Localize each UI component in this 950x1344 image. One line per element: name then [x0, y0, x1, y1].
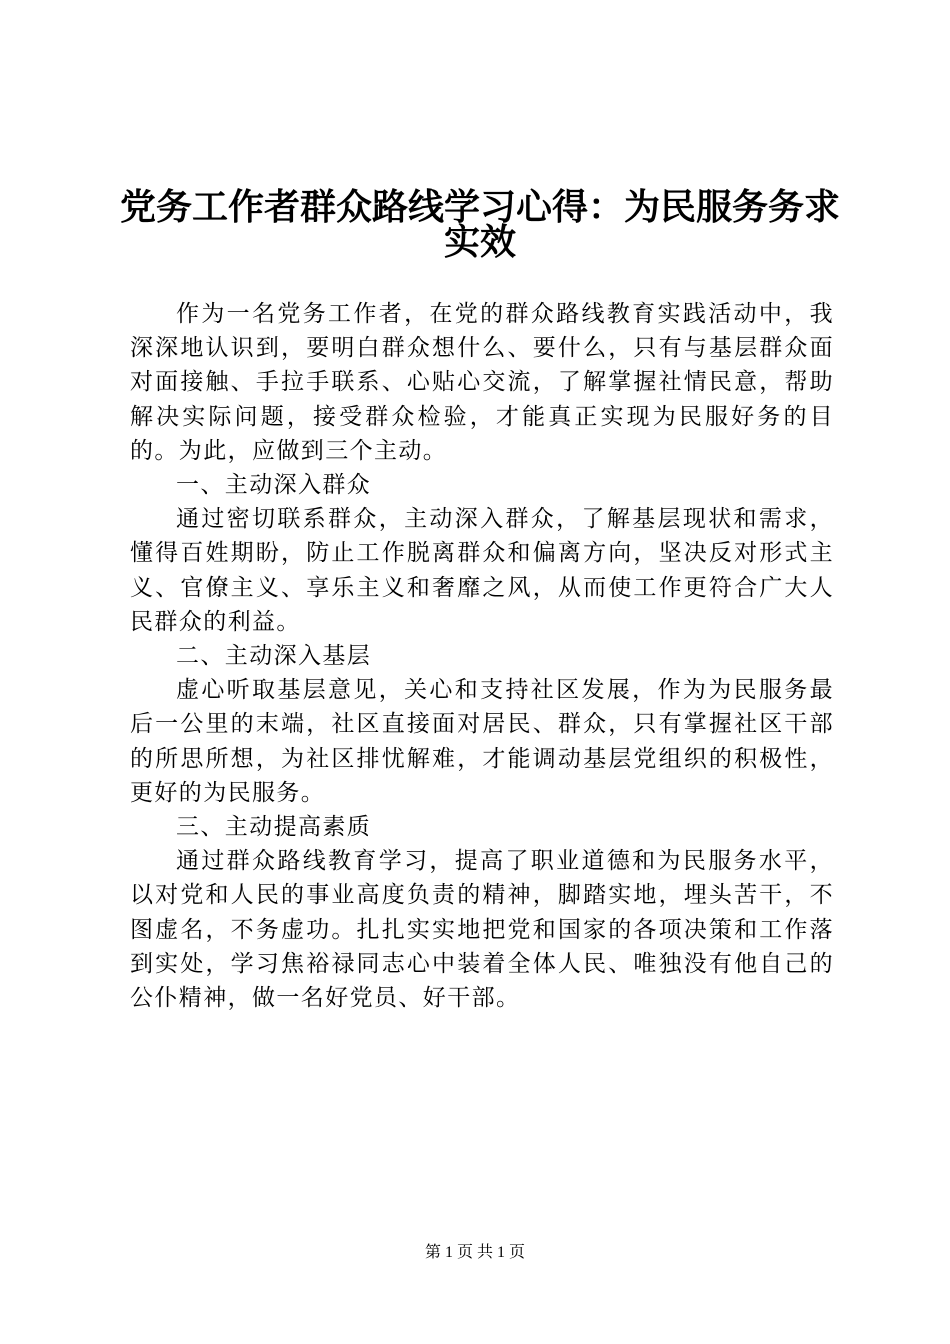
page-footer: 第 1 页 共 1 页 — [424, 1244, 525, 1261]
section-heading-1: 一、主动深入群众 — [176, 472, 372, 499]
intro-paragraph: 作为一名党务工作者，在党的群众路线教育实践活动中，我深深地认识到，要明白群众想什么、要什么，只有与基层群众面对面接触、手拉手联系、心贴心交流，了解掌握社情民意，帮助解决实际问题，接受群众检验，才能真正实现为民服好务的目的。为此，应做到三个主动。 — [130, 301, 834, 464]
section-paragraph-2: 虚心听取基层意见，关心和支持社区发展，作为为民服务最后一公里的末端，社区直接面对居民、群众，只有掌握社区干部的所思所想，为社区排忧解难，才能调动基层党组织的积极性，更好的为民服务。 — [130, 677, 834, 806]
document-body — [130, 297, 834, 1015]
section-heading-3: 三、主动提高素质 — [176, 814, 372, 841]
section-paragraph-3: 通过群众路线教育学习，提高了职业道德和为民服务水平，以对党和人民的事业高度负责的精神，脚踏实地，埋头苦干，不图虚名，不务虚功。扎扎实实地把党和国家的各项决策和工作落到实处，学习焦裕禄同志心中装着全体人民、唯独没有他自己的公仆精神，做一名好党员、好干部。 — [130, 848, 834, 1012]
section-paragraph-1: 通过密切联系群众，主动深入群众，了解基层现状和需求，懂得百姓期盼，防止工作脱离群众和偏离方向，坚决反对形式主义、官僚主义、享乐主义和奢靡之风，从而使工作更符合广大人民群众的利益。 — [130, 506, 834, 635]
section-heading-2: 二、主动深入基层 — [176, 643, 372, 670]
document-title-line-1: 党务工作者群众路线学习心得：为民服务务求 — [119, 186, 840, 228]
document-title-line-2: 实效 — [443, 221, 516, 263]
